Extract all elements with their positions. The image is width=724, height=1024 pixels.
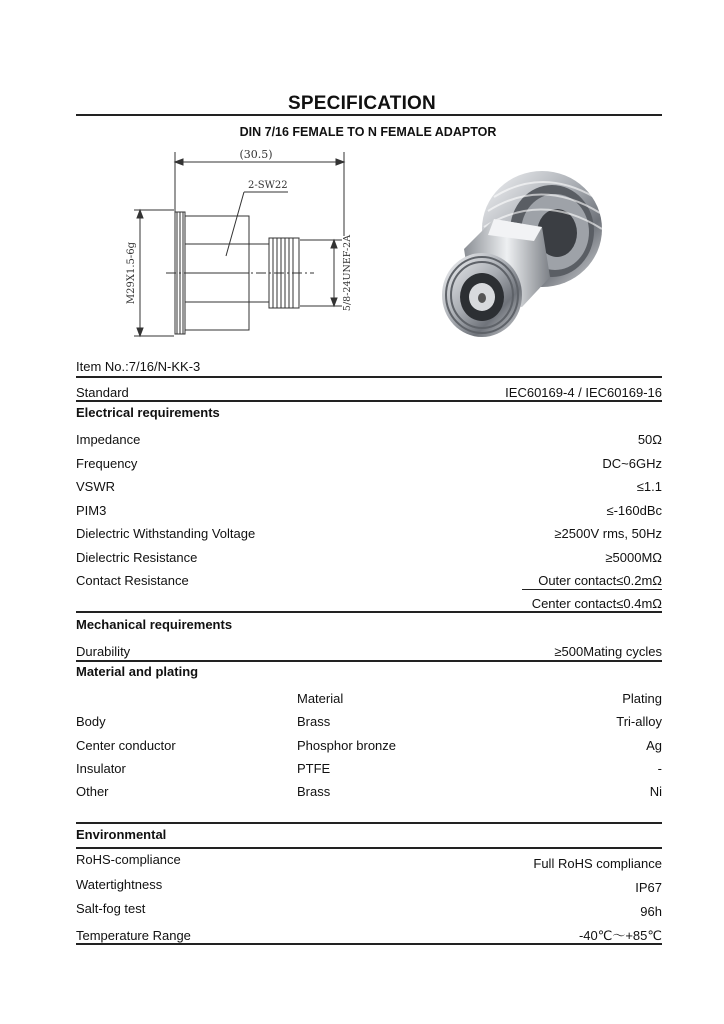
rule-outer-contact	[522, 589, 662, 590]
rule-standard	[76, 400, 662, 402]
spec-value: 96h	[640, 904, 662, 919]
part-plating: Ni	[649, 784, 662, 799]
spec-label: Durability	[76, 644, 131, 659]
spec-label: Dielectric Withstanding Voltage	[76, 526, 256, 541]
spec-row-dielectric-resistance	[76, 550, 662, 566]
page-title: SPECIFICATION	[288, 93, 436, 114]
spec-value: -40℃～+85℃	[578, 928, 662, 943]
env-row-temperature	[76, 928, 662, 944]
dim-thread-left: M29X1.5-6g	[126, 241, 137, 305]
spec-label: Impedance	[76, 432, 141, 447]
part-material: Brass	[297, 784, 331, 799]
spec-label: Dielectric Resistance	[76, 550, 198, 565]
rule-electrical	[76, 611, 662, 613]
spec-label: VSWR	[76, 479, 115, 494]
spec-value: ≥500Mating cycles	[554, 644, 662, 659]
dim-thread-right: 5/8-24UNEF-2A	[342, 234, 353, 312]
rule-item	[76, 376, 662, 378]
mechanical-heading-text: Mechanical requirements	[76, 617, 233, 632]
product-subtitle: DIN 7/16 FEMALE TO N FEMALE ADAPTOR	[239, 125, 497, 139]
rule-material	[76, 822, 662, 824]
rule-environmental	[76, 847, 662, 849]
env-row-watertightness	[76, 877, 662, 897]
spec-label: Frequency	[76, 456, 138, 471]
electrical-heading-text: Electrical requirements	[76, 405, 220, 420]
material-heading	[76, 664, 662, 680]
electrical-heading	[76, 405, 662, 421]
spec-row-impedance	[76, 432, 662, 448]
spec-label: Salt-fog test	[76, 901, 146, 916]
spec-row-withstanding-voltage	[76, 526, 662, 542]
title-rule	[76, 114, 662, 116]
material-row-body	[76, 714, 662, 730]
spec-label: Temperature Range	[76, 928, 191, 943]
spec-label: Watertightness	[76, 877, 163, 892]
spec-value: Outer contact≤0.2mΩ	[538, 573, 662, 588]
material-heading-text: Material and plating	[76, 664, 199, 679]
item-number: Item No.:7/16/N-KK-3	[76, 359, 201, 374]
mechanical-heading	[76, 617, 662, 633]
part-name: Other	[76, 784, 109, 799]
material-row-insulator	[76, 761, 662, 777]
env-row-rohs	[76, 852, 662, 872]
rule-bottom	[76, 943, 662, 945]
item-number-row	[76, 359, 662, 375]
part-name: Insulator	[76, 761, 126, 776]
column-plating: Plating	[622, 691, 662, 706]
part-plating: Tri-alloy	[616, 714, 662, 729]
material-column-headers	[76, 691, 662, 707]
spec-row-pim3	[76, 503, 662, 519]
spec-value: Center contact≤0.4mΩ	[531, 596, 662, 611]
spec-value: ≤-160dBc	[606, 503, 662, 518]
dim-wrench: 2-SW22	[248, 180, 288, 191]
spec-row-durability	[76, 644, 662, 660]
dim-length: (30.5)	[239, 148, 273, 161]
spec-value: ≥5000MΩ	[605, 550, 662, 565]
env-row-salt-fog	[76, 901, 662, 921]
environmental-heading-text: Environmental	[76, 827, 167, 842]
technical-drawing	[118, 146, 364, 346]
spec-label: Contact Resistance	[76, 573, 189, 588]
standard-row	[76, 385, 662, 401]
material-row-center-conductor	[76, 738, 662, 754]
spec-label: PIM3	[76, 503, 107, 518]
spec-row-center-contact	[76, 596, 662, 612]
spec-row-contact-resistance	[76, 573, 662, 589]
part-name: Body	[76, 714, 106, 729]
spec-row-vswr	[76, 479, 662, 495]
product-photo	[424, 157, 614, 357]
spec-row-frequency	[76, 456, 662, 472]
part-plating: -	[657, 761, 662, 776]
part-material: Phosphor bronze	[297, 738, 397, 753]
standard-label: Standard	[76, 385, 129, 400]
spec-value: IP67	[635, 880, 662, 895]
spec-value: ≤1.1	[636, 479, 662, 494]
part-material: PTFE	[297, 761, 331, 776]
spec-value: 50Ω	[637, 432, 662, 447]
rule-mechanical	[76, 660, 662, 662]
spec-label: RoHS-compliance	[76, 852, 181, 867]
part-material: Brass	[297, 714, 331, 729]
material-row-other	[76, 784, 662, 800]
spec-value: Full RoHS compliance	[533, 856, 662, 871]
environmental-heading	[76, 827, 662, 843]
column-material: Material	[297, 691, 344, 706]
spec-value: ≥2500V rms, 50Hz	[554, 526, 662, 541]
standard-value: IEC60169-4 / IEC60169-16	[505, 385, 662, 400]
part-plating: Ag	[646, 738, 662, 753]
spec-value: DC~6GHz	[602, 456, 662, 471]
part-name: Center conductor	[76, 738, 176, 753]
